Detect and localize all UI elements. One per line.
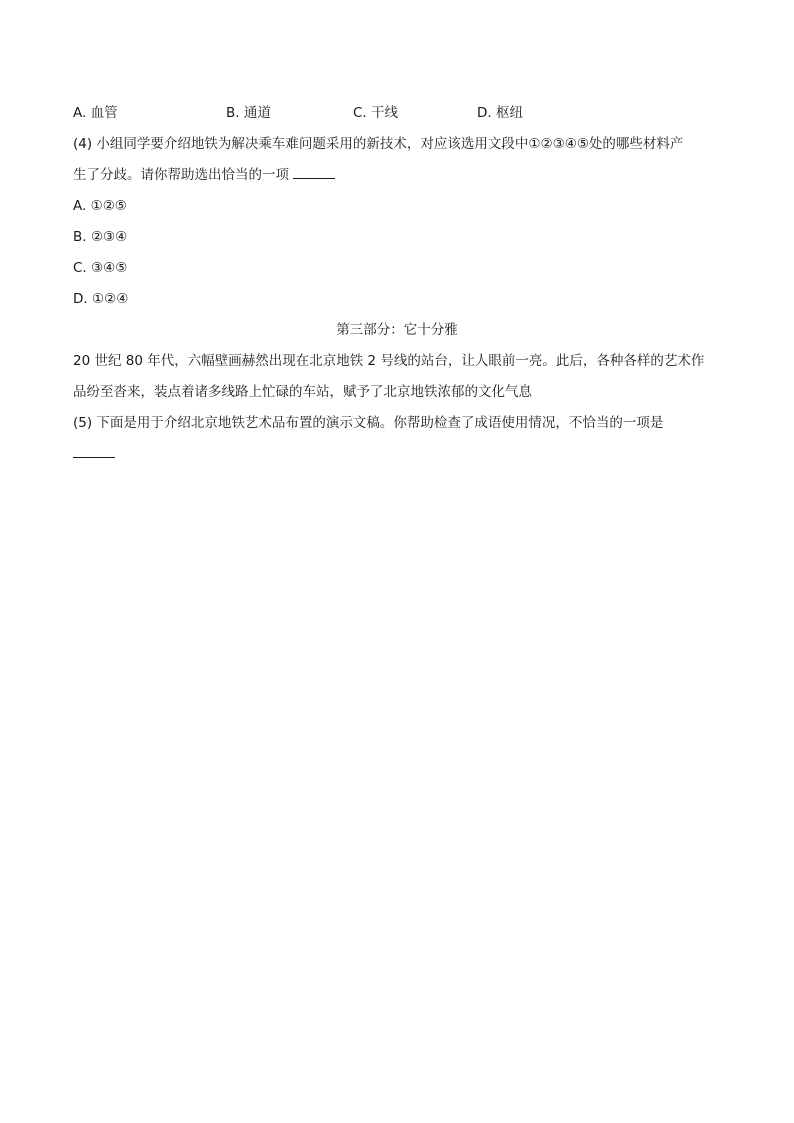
option-text: ①②⑤ [90,198,127,214]
q3-option-c [353,104,398,122]
q4-option-c [73,259,127,277]
option-text: 枢纽 [495,105,523,121]
option-label: D. [477,105,492,121]
q3-option-d [477,104,523,122]
q4-question-line-1: (4) 小组同学要介绍地铁为解决乘车难问题采用的新技术，对应该选用文段中①②③④⑤处的哪些材料产 [73,136,684,152]
option-label: C. [353,105,367,121]
answer-blank[interactable] [293,166,335,179]
answer-blank[interactable] [73,445,115,458]
q4-option-a [73,197,127,215]
option-label: B. [73,229,87,245]
q5-question-line-1: (5) 下面是用于介绍北京地铁艺术品布置的演示文稿。你帮助检查了成语使用情况，不恰当的一项是 [73,415,664,431]
option-label: A. [73,198,87,214]
option-text: 干线 [371,105,399,121]
q4-question-text: 生了分歧。请你帮助选出恰当的一项 [73,167,289,183]
q4-option-b [73,228,127,246]
option-text: ①②④ [91,291,129,307]
q3-option-b [226,104,271,122]
option-label: A. [73,105,87,121]
q3-option-a [73,104,118,122]
option-label: D. [73,291,88,307]
q5-answer-line [73,445,115,463]
section-title: 第三部分：它十分雅 [336,322,458,338]
option-text: 血管 [90,105,118,121]
option-label: B. [226,105,240,121]
paragraph-line-1: 20 世纪 80 年代，六幅壁画赫然出现在北京地铁 2 号线的站台，让人眼前一亮。此后，各种各样的艺术作 [73,353,705,369]
q4-option-d [73,290,128,308]
paragraph-line-2: 品纷至沓来，装点着诸多线路上忙碌的车站，赋予了北京地铁浓郁的文化气息 [73,384,532,400]
q4-question-line-2 [73,166,335,184]
option-text: ③④⑤ [91,260,128,276]
option-text: 通道 [243,105,271,121]
option-label: C. [73,260,87,276]
option-text: ②③④ [90,229,128,245]
